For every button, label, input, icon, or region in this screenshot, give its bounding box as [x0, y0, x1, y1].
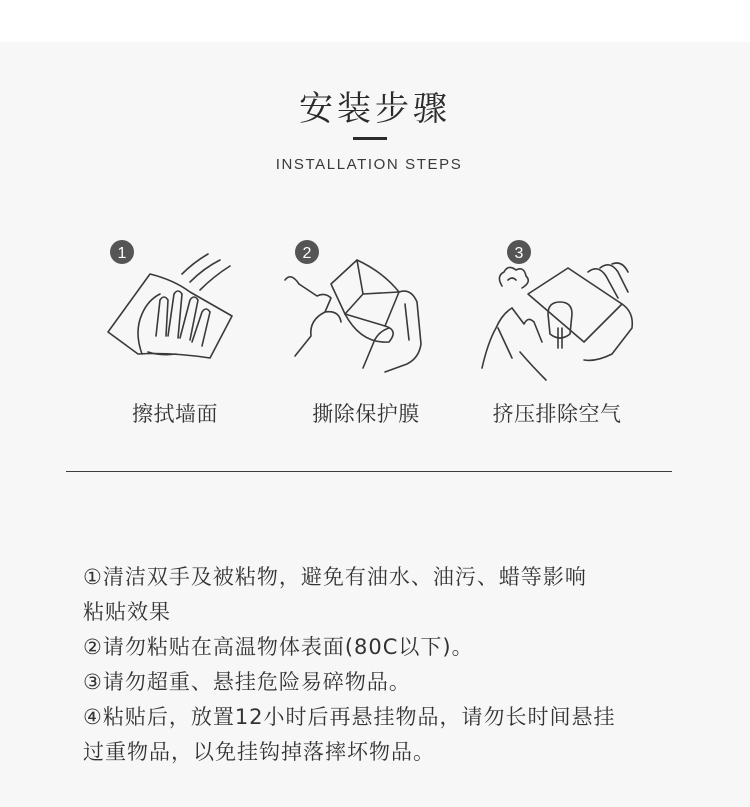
- step-2-label: 撕除保护膜: [312, 402, 420, 426]
- step-1-label: 擦拭墙面: [132, 402, 218, 426]
- press-air-icon: [472, 232, 642, 392]
- usage-notes: [83, 560, 723, 770]
- step-3-label: 挤压排除空气: [492, 402, 622, 426]
- peel-film-icon: [281, 232, 451, 392]
- note-line: 过重物品，以免挂钩掉落摔坏物品。: [83, 740, 435, 764]
- page-title: 安装步骤: [299, 89, 451, 129]
- page-subtitle: INSTALLATION STEPS: [275, 156, 463, 173]
- wipe-wall-icon: [90, 232, 260, 392]
- step-1-number: 1: [117, 245, 127, 262]
- section-divider: [66, 471, 672, 472]
- step-1: [90, 232, 260, 432]
- note-line: ③请勿超重、悬挂危险易碎物品。: [83, 670, 411, 694]
- title-underline: [353, 137, 387, 140]
- step-3-number: 3: [514, 245, 524, 262]
- step-2: [281, 232, 451, 432]
- step-3: [472, 232, 642, 432]
- note-line: ②请勿粘贴在高温物体表面(80C以下)。: [83, 635, 474, 659]
- note-line: ④粘贴后，放置12小时后再悬挂物品，请勿长时间悬挂: [83, 705, 616, 729]
- step-2-number: 2: [302, 245, 312, 262]
- note-line: 粘贴效果: [83, 600, 171, 624]
- note-line: ①清洁双手及被粘物，避免有油水、油污、蜡等影响: [83, 565, 587, 589]
